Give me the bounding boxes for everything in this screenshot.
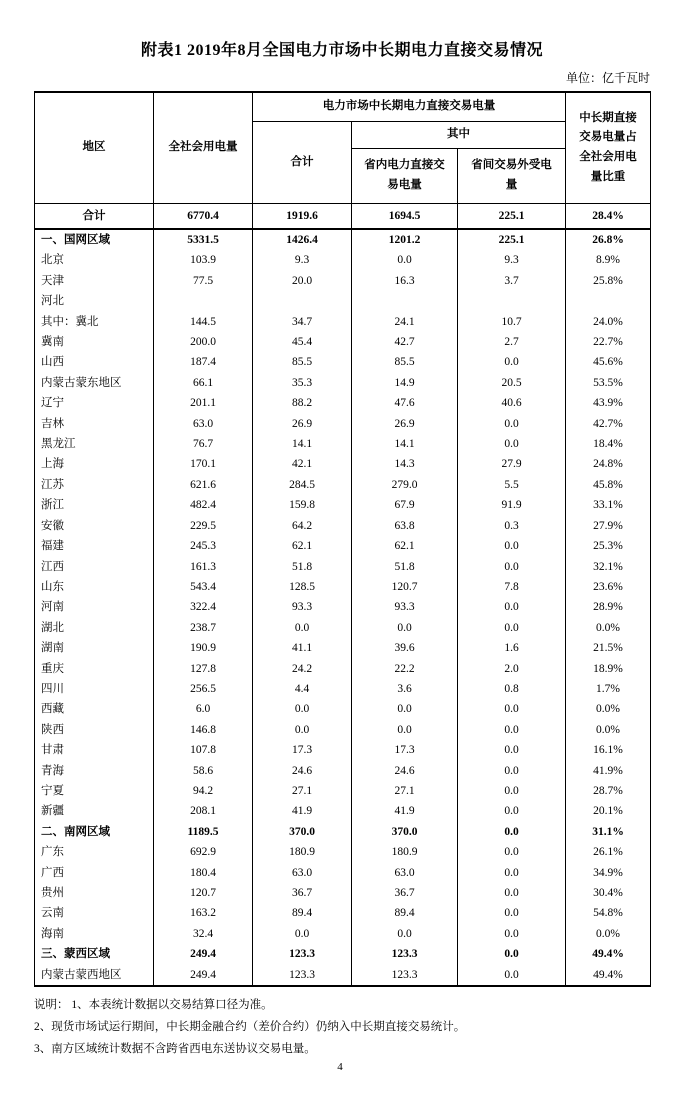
- notes: [34, 994, 650, 1060]
- table-row: [35, 250, 651, 270]
- value-cell: 24.6: [253, 761, 352, 781]
- page-title: 附表1 2019年8月全国电力市场中长期电力直接交易情况: [140, 42, 543, 59]
- value-cell: 25.8%: [566, 271, 651, 291]
- table-row: [35, 863, 651, 883]
- table-row: [35, 618, 651, 638]
- value-cell: [154, 291, 253, 311]
- table-row: [35, 536, 651, 556]
- region-cell: 福建: [35, 536, 154, 556]
- value-cell: 0.8: [458, 679, 566, 699]
- value-cell: 42.1: [253, 454, 352, 474]
- value-cell: 190.9: [154, 638, 253, 658]
- value-cell: 0.0: [458, 903, 566, 923]
- value-cell: 21.5%: [566, 638, 651, 658]
- value-cell: 62.1: [352, 536, 458, 556]
- region-cell: 浙江: [35, 495, 154, 515]
- region-cell: 辽宁: [35, 393, 154, 413]
- value-cell: 0.0: [352, 250, 458, 270]
- value-cell: 2.7: [458, 332, 566, 352]
- value-cell: 200.0: [154, 332, 253, 352]
- value-cell: 22.7%: [566, 332, 651, 352]
- table-row: [35, 679, 651, 699]
- table-row: [35, 204, 651, 230]
- value-cell: 0.0: [352, 720, 458, 740]
- value-cell: 27.9: [458, 454, 566, 474]
- table-row: [35, 393, 651, 413]
- value-cell: 26.1%: [566, 842, 651, 862]
- value-cell: 0.0: [458, 720, 566, 740]
- value-cell: 0.0: [253, 618, 352, 638]
- table-row: [35, 720, 651, 740]
- value-cell: 0.0: [352, 618, 458, 638]
- value-cell: 10.7: [458, 312, 566, 332]
- region-cell: 河南: [35, 597, 154, 617]
- table-row: [35, 414, 651, 434]
- value-cell: 32.4: [154, 924, 253, 944]
- region-cell: 山西: [35, 352, 154, 372]
- value-cell: 27.1: [253, 781, 352, 801]
- value-cell: 93.3: [253, 597, 352, 617]
- header-market-group: 电力市场中长期电力直接交易电量: [253, 92, 566, 122]
- value-cell: 14.1: [253, 434, 352, 454]
- header-total-consumption: 全社会用电量: [154, 92, 253, 204]
- data-table: [34, 91, 651, 987]
- table-row: [35, 597, 651, 617]
- value-cell: 35.3: [253, 373, 352, 393]
- table-row: [35, 801, 651, 821]
- value-cell: 245.3: [154, 536, 253, 556]
- region-cell: 上海: [35, 454, 154, 474]
- value-cell: 2.0: [458, 659, 566, 679]
- region-cell: 河北: [35, 291, 154, 311]
- header-region: 地区: [35, 92, 154, 204]
- value-cell: 284.5: [253, 475, 352, 495]
- header-subtotal: 合计: [253, 122, 352, 204]
- table-row: [35, 761, 651, 781]
- value-cell: 41.9%: [566, 761, 651, 781]
- region-cell: 二、南网区域: [35, 822, 154, 842]
- value-cell: 229.5: [154, 516, 253, 536]
- value-cell: 9.3: [458, 250, 566, 270]
- value-cell: 16.1%: [566, 740, 651, 760]
- value-cell: [458, 291, 566, 311]
- value-cell: 0.0%: [566, 720, 651, 740]
- value-cell: 26.9: [352, 414, 458, 434]
- value-cell: 1.7%: [566, 679, 651, 699]
- value-cell: 4.4: [253, 679, 352, 699]
- value-cell: [253, 291, 352, 311]
- value-cell: 201.1: [154, 393, 253, 413]
- value-cell: 6.0: [154, 699, 253, 719]
- value-cell: 45.6%: [566, 352, 651, 372]
- value-cell: 3.6: [352, 679, 458, 699]
- value-cell: 40.6: [458, 393, 566, 413]
- value-cell: 0.0: [458, 842, 566, 862]
- region-cell: 内蒙古蒙东地区: [35, 373, 154, 393]
- value-cell: 0.0: [458, 618, 566, 638]
- value-cell: 20.0: [253, 271, 352, 291]
- value-cell: 47.6: [352, 393, 458, 413]
- table-row: [35, 659, 651, 679]
- value-cell: 62.1: [253, 536, 352, 556]
- value-cell: 45.8%: [566, 475, 651, 495]
- value-cell: 1201.2: [352, 229, 458, 250]
- value-cell: 8.9%: [566, 250, 651, 270]
- table-row: [35, 516, 651, 536]
- table-row: [35, 740, 651, 760]
- page-number: 4: [337, 1061, 343, 1073]
- table-row: [35, 924, 651, 944]
- value-cell: 0.0: [458, 557, 566, 577]
- value-cell: 0.0: [458, 536, 566, 556]
- value-cell: 23.6%: [566, 577, 651, 597]
- value-cell: 28.7%: [566, 781, 651, 801]
- value-cell: 123.3: [253, 944, 352, 964]
- value-cell: 128.5: [253, 577, 352, 597]
- table-row: [35, 557, 651, 577]
- value-cell: [566, 291, 651, 311]
- region-cell: 冀南: [35, 332, 154, 352]
- value-cell: 41.1: [253, 638, 352, 658]
- value-cell: 1189.5: [154, 822, 253, 842]
- region-cell: 海南: [35, 924, 154, 944]
- value-cell: 0.0: [458, 434, 566, 454]
- value-cell: 1426.4: [253, 229, 352, 250]
- value-cell: 249.4: [154, 965, 253, 986]
- value-cell: 161.3: [154, 557, 253, 577]
- value-cell: 24.0%: [566, 312, 651, 332]
- table-row: [35, 822, 651, 842]
- value-cell: 63.0: [253, 863, 352, 883]
- value-cell: 26.9: [253, 414, 352, 434]
- region-cell: 西藏: [35, 699, 154, 719]
- region-cell: 湖北: [35, 618, 154, 638]
- value-cell: 58.6: [154, 761, 253, 781]
- value-cell: 30.4%: [566, 883, 651, 903]
- region-cell: 合计: [35, 204, 154, 230]
- value-cell: 0.0: [352, 924, 458, 944]
- value-cell: 256.5: [154, 679, 253, 699]
- value-cell: 5.5: [458, 475, 566, 495]
- region-cell: 北京: [35, 250, 154, 270]
- region-cell: 广西: [35, 863, 154, 883]
- value-cell: 279.0: [352, 475, 458, 495]
- value-cell: 0.0: [458, 863, 566, 883]
- value-cell: 0.0: [458, 965, 566, 986]
- value-cell: 42.7%: [566, 414, 651, 434]
- value-cell: 18.9%: [566, 659, 651, 679]
- value-cell: 53.5%: [566, 373, 651, 393]
- value-cell: 127.8: [154, 659, 253, 679]
- value-cell: 692.9: [154, 842, 253, 862]
- value-cell: 66.1: [154, 373, 253, 393]
- value-cell: 41.9: [352, 801, 458, 821]
- value-cell: 1694.5: [352, 204, 458, 230]
- value-cell: 41.9: [253, 801, 352, 821]
- value-cell: 180.9: [253, 842, 352, 862]
- header-row-1: [35, 92, 651, 122]
- value-cell: 543.4: [154, 577, 253, 597]
- table-row: [35, 454, 651, 474]
- table-row: [35, 781, 651, 801]
- value-cell: 85.5: [352, 352, 458, 372]
- value-cell: 0.0: [458, 944, 566, 964]
- value-cell: 20.5: [458, 373, 566, 393]
- region-cell: 甘肃: [35, 740, 154, 760]
- region-cell: 青海: [35, 761, 154, 781]
- value-cell: 0.0%: [566, 618, 651, 638]
- value-cell: [352, 291, 458, 311]
- value-cell: 49.4%: [566, 944, 651, 964]
- value-cell: 120.7: [154, 883, 253, 903]
- header-ratio: 中长期直接交易电量占全社会用电量比重: [566, 92, 651, 204]
- value-cell: 36.7: [352, 883, 458, 903]
- value-cell: 89.4: [352, 903, 458, 923]
- value-cell: 103.9: [154, 250, 253, 270]
- value-cell: 54.8%: [566, 903, 651, 923]
- value-cell: 7.8: [458, 577, 566, 597]
- value-cell: 89.4: [253, 903, 352, 923]
- value-cell: 370.0: [352, 822, 458, 842]
- value-cell: 6770.4: [154, 204, 253, 230]
- value-cell: 28.4%: [566, 204, 651, 230]
- value-cell: 238.7: [154, 618, 253, 638]
- value-cell: 14.1: [352, 434, 458, 454]
- region-cell: 广东: [35, 842, 154, 862]
- value-cell: 621.6: [154, 475, 253, 495]
- value-cell: 1919.6: [253, 204, 352, 230]
- value-cell: 49.4%: [566, 965, 651, 986]
- value-cell: 0.0: [458, 597, 566, 617]
- value-cell: 16.3: [352, 271, 458, 291]
- value-cell: 170.1: [154, 454, 253, 474]
- region-cell: 重庆: [35, 659, 154, 679]
- value-cell: 123.3: [253, 965, 352, 986]
- region-cell: 三、蒙西区域: [35, 944, 154, 964]
- value-cell: 88.2: [253, 393, 352, 413]
- table-body: [35, 204, 651, 987]
- table-row: [35, 495, 651, 515]
- value-cell: 482.4: [154, 495, 253, 515]
- value-cell: 3.7: [458, 271, 566, 291]
- value-cell: 34.7: [253, 312, 352, 332]
- value-cell: 225.1: [458, 229, 566, 250]
- value-cell: 76.7: [154, 434, 253, 454]
- region-cell: 内蒙古蒙西地区: [35, 965, 154, 986]
- region-cell: 江西: [35, 557, 154, 577]
- value-cell: 9.3: [253, 250, 352, 270]
- value-cell: 0.0: [458, 883, 566, 903]
- table-row: [35, 352, 651, 372]
- value-cell: 93.3: [352, 597, 458, 617]
- table-row: [35, 944, 651, 964]
- value-cell: 20.1%: [566, 801, 651, 821]
- region-cell: 其中：冀北: [35, 312, 154, 332]
- region-cell: 山东: [35, 577, 154, 597]
- value-cell: 24.6: [352, 761, 458, 781]
- region-cell: 黑龙江: [35, 434, 154, 454]
- value-cell: 0.0: [458, 352, 566, 372]
- value-cell: 77.5: [154, 271, 253, 291]
- note-line-2: 2、现货市场试运行期间，中长期金融合约（差价合约）仍纳入中长期直接交易统计。: [34, 1021, 466, 1034]
- value-cell: 67.9: [352, 495, 458, 515]
- value-cell: 0.3: [458, 516, 566, 536]
- value-cell: 0.0%: [566, 924, 651, 944]
- value-cell: 0.0: [458, 761, 566, 781]
- value-cell: 14.9: [352, 373, 458, 393]
- table-row: [35, 332, 651, 352]
- region-cell: 安徽: [35, 516, 154, 536]
- value-cell: 0.0: [458, 414, 566, 434]
- header-among-which: 其中: [352, 122, 566, 149]
- table-row: [35, 903, 651, 923]
- value-cell: 28.9%: [566, 597, 651, 617]
- value-cell: 34.9%: [566, 863, 651, 883]
- value-cell: 14.3: [352, 454, 458, 474]
- table-header: [35, 92, 651, 204]
- note-line-3: 3、南方区域统计数据不含跨省西电东送协议交易电量。: [34, 1043, 316, 1056]
- value-cell: 370.0: [253, 822, 352, 842]
- value-cell: 0.0: [458, 801, 566, 821]
- value-cell: 146.8: [154, 720, 253, 740]
- region-cell: 陕西: [35, 720, 154, 740]
- unit-label: 单位：亿千瓦时: [565, 71, 650, 85]
- value-cell: 26.8%: [566, 229, 651, 250]
- value-cell: 63.0: [154, 414, 253, 434]
- value-cell: 144.5: [154, 312, 253, 332]
- table-row: [35, 291, 651, 311]
- region-cell: 贵州: [35, 883, 154, 903]
- value-cell: 27.1: [352, 781, 458, 801]
- value-cell: 17.3: [253, 740, 352, 760]
- value-cell: 24.8%: [566, 454, 651, 474]
- value-cell: 120.7: [352, 577, 458, 597]
- value-cell: 0.0: [253, 924, 352, 944]
- table-row: [35, 373, 651, 393]
- table-row: [35, 577, 651, 597]
- value-cell: 18.4%: [566, 434, 651, 454]
- region-cell: 江苏: [35, 475, 154, 495]
- value-cell: 22.2: [352, 659, 458, 679]
- value-cell: 159.8: [253, 495, 352, 515]
- table-row: [35, 699, 651, 719]
- value-cell: 27.9%: [566, 516, 651, 536]
- table-row: [35, 475, 651, 495]
- region-cell: 云南: [35, 903, 154, 923]
- value-cell: 0.0: [458, 699, 566, 719]
- header-inter-province: 省间交易外受电量: [458, 149, 566, 204]
- region-cell: 宁夏: [35, 781, 154, 801]
- value-cell: 0.0: [253, 720, 352, 740]
- value-cell: 17.3: [352, 740, 458, 760]
- value-cell: 163.2: [154, 903, 253, 923]
- value-cell: 24.1: [352, 312, 458, 332]
- value-cell: 322.4: [154, 597, 253, 617]
- value-cell: 91.9: [458, 495, 566, 515]
- value-cell: 31.1%: [566, 822, 651, 842]
- value-cell: 0.0: [458, 781, 566, 801]
- value-cell: 5331.5: [154, 229, 253, 250]
- table-row: [35, 883, 651, 903]
- table-row: [35, 229, 651, 250]
- value-cell: 123.3: [352, 965, 458, 986]
- value-cell: 107.8: [154, 740, 253, 760]
- region-cell: 一、国网区域: [35, 229, 154, 250]
- value-cell: 0.0: [458, 924, 566, 944]
- value-cell: 0.0: [458, 822, 566, 842]
- value-cell: 51.8: [253, 557, 352, 577]
- region-cell: 吉林: [35, 414, 154, 434]
- value-cell: 85.5: [253, 352, 352, 372]
- value-cell: 51.8: [352, 557, 458, 577]
- value-cell: 225.1: [458, 204, 566, 230]
- table-row: [35, 271, 651, 291]
- table-row: [35, 312, 651, 332]
- value-cell: 208.1: [154, 801, 253, 821]
- value-cell: 187.4: [154, 352, 253, 372]
- region-cell: 四川: [35, 679, 154, 699]
- table-row: [35, 638, 651, 658]
- value-cell: 43.9%: [566, 393, 651, 413]
- value-cell: 123.3: [352, 944, 458, 964]
- value-cell: 1.6: [458, 638, 566, 658]
- value-cell: 39.6: [352, 638, 458, 658]
- value-cell: 63.8: [352, 516, 458, 536]
- region-cell: 新疆: [35, 801, 154, 821]
- table-row: [35, 434, 651, 454]
- value-cell: 180.9: [352, 842, 458, 862]
- value-cell: 0.0: [458, 740, 566, 760]
- value-cell: 249.4: [154, 944, 253, 964]
- value-cell: 0.0%: [566, 699, 651, 719]
- value-cell: 45.4: [253, 332, 352, 352]
- value-cell: 42.7: [352, 332, 458, 352]
- value-cell: 33.1%: [566, 495, 651, 515]
- value-cell: 63.0: [352, 863, 458, 883]
- table-row: [35, 965, 651, 986]
- value-cell: 36.7: [253, 883, 352, 903]
- note-line-1: 说明： 1、本表统计数据以交易结算口径为准。: [34, 999, 273, 1012]
- value-cell: 0.0: [352, 699, 458, 719]
- value-cell: 180.4: [154, 863, 253, 883]
- region-cell: 天津: [35, 271, 154, 291]
- header-intra-province: 省内电力直接交易电量: [352, 149, 458, 204]
- value-cell: 24.2: [253, 659, 352, 679]
- table-row: [35, 842, 651, 862]
- value-cell: 32.1%: [566, 557, 651, 577]
- value-cell: 94.2: [154, 781, 253, 801]
- value-cell: 0.0: [253, 699, 352, 719]
- value-cell: 64.2: [253, 516, 352, 536]
- region-cell: 湖南: [35, 638, 154, 658]
- value-cell: 25.3%: [566, 536, 651, 556]
